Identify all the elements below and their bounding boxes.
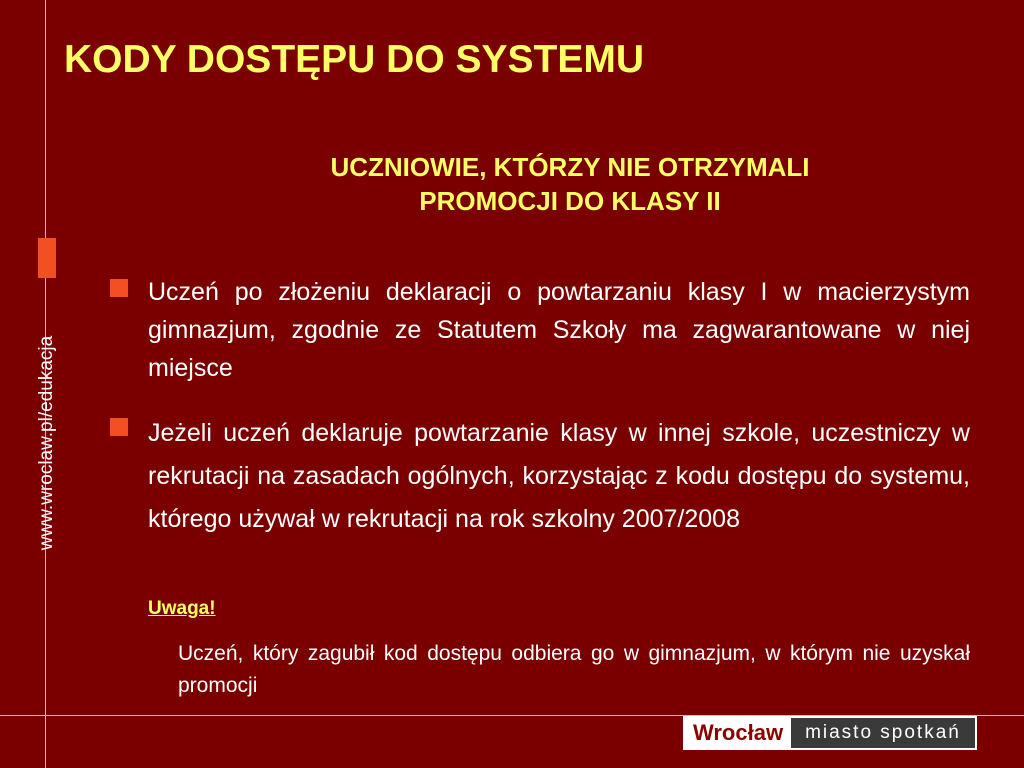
note-text: Uczeń, który zagubił kod dostępu odbiera go w gimnazjum, w którym nie uzyskał promocji xyxy=(178,642,970,697)
subtitle-line-1: UCZNIOWIE, KTÓRZY NIE OTRZYMALI xyxy=(330,152,810,182)
slide-subtitle xyxy=(150,150,990,218)
bullet-item xyxy=(110,273,970,387)
city-logo xyxy=(683,716,977,750)
bullet-square-icon xyxy=(110,418,128,436)
slide-title: KODY DOSTĘPU DO SYSTEMU xyxy=(64,38,645,81)
bullet-text: Uczeń po złożeniu deklaracji o powtarzaniu klasy I w macierzystym gimnazjum, zgodnie ze Statutem Szkoły ma zagwarantowane w niej miejsce xyxy=(148,278,970,382)
logo-brand: Wrocław xyxy=(685,718,791,748)
subtitle-line-2: PROMOCJI DO KLASY II xyxy=(419,186,721,216)
bullet-item xyxy=(110,412,970,541)
logo-tagline: miasto spotkań xyxy=(791,718,975,748)
sidebar-url: www.wroclaw.pl/edukacja xyxy=(36,335,57,551)
bullet-text: Jeżeli uczeń deklaruje powtarzanie klasy w innej szkole, uczestniczy w rekrutacji na zasadach ogólnych, korzystając z kodu dostępu do systemu, którego używał w rekrutacji na rok szkolny 2007/2008 xyxy=(148,419,970,533)
bullet-square-icon xyxy=(110,279,128,297)
accent-block xyxy=(38,238,56,278)
note-label: Uwaga! xyxy=(148,598,216,619)
